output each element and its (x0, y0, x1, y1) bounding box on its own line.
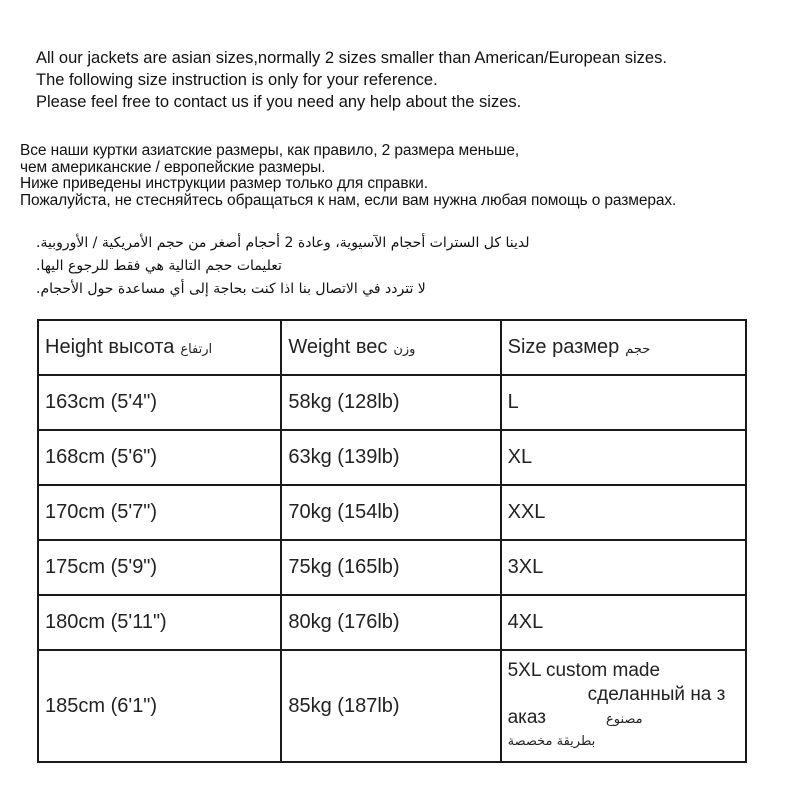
cell-height: 170cm (5'7") (38, 485, 281, 540)
table-row (38, 650, 746, 762)
cell-height: 185cm (6'1") (38, 650, 281, 762)
header-size-ar: حجم (625, 342, 651, 357)
cell-height: 175cm (5'9") (38, 540, 281, 595)
cell-weight: 75kg (165lb) (281, 540, 500, 595)
intro-english (36, 47, 796, 113)
size-custom-ru: сделанный на з (587, 684, 726, 705)
header-size-label: Size размер (507, 336, 620, 358)
cell-height: 168cm (5'6") (38, 430, 281, 485)
intro-ar-line: تعليمات حجم التالية هي فقط للرجوع اليها. (36, 258, 282, 274)
table-row (38, 375, 746, 430)
header-height (38, 320, 281, 375)
intro-ru-line: Пожалуйста, не стесняйтесь обращаться к нам, если вам нужна любая помощь о размерах. (20, 191, 677, 209)
size-custom-en: 5XL custom made (507, 660, 661, 681)
size-custom-ar: مصنوع (605, 712, 643, 727)
header-height-label: Height высота (45, 336, 175, 358)
header-size (501, 320, 746, 375)
header-weight-label: Weight вес (288, 336, 388, 358)
cell-weight: 80kg (176lb) (281, 595, 500, 650)
cell-size-custom (501, 650, 746, 762)
cell-height: 180cm (5'11") (38, 595, 281, 650)
cell-size: XXL (501, 485, 746, 540)
intro-ru-line: чем американские / европейские размеры. (20, 158, 326, 176)
table-row (38, 430, 746, 485)
intro-en-line: The following size instruction is only for your reference. (36, 71, 438, 89)
cell-size: L (501, 375, 746, 430)
cell-weight: 63kg (139lb) (281, 430, 500, 485)
cell-height: 163cm (5'4") (38, 375, 281, 430)
cell-size: 4XL (501, 595, 746, 650)
size-custom-ru-2: аказ (507, 707, 546, 728)
table-row (38, 485, 746, 540)
intro-ru-line: Все наши куртки азиатские размеры, как правило, 2 размера меньше, (20, 142, 520, 159)
size-chart-table (37, 319, 747, 763)
intro-ar-line: لدينا كل السترات أحجام الآسيوية، وعادة 2 أحجام أصغر من حجم الأمريكية / الأوروبية. (36, 235, 530, 251)
cell-weight: 58kg (128lb) (281, 375, 500, 430)
header-height-ar: ارتفاع (180, 342, 213, 357)
cell-weight: 85kg (187lb) (281, 650, 500, 762)
header-weight-ar: وزن (393, 342, 416, 357)
cell-size: XL (501, 430, 746, 485)
table-row (38, 595, 746, 650)
cell-weight: 70kg (154lb) (281, 485, 500, 540)
intro-en-line: All our jackets are asian sizes,normally 2 sizes smaller than American/European sizes. (36, 49, 667, 67)
intro-ar-line: لا تتردد في الاتصال بنا اذا كنت بحاجة إلى أي مساعدة حول الأحجام. (36, 281, 426, 297)
intro-ru-line: Ниже приведены инструкции размер только для справки. (20, 175, 428, 192)
intro-russian (20, 143, 798, 209)
header-weight (281, 320, 500, 375)
intro-en-line: Please feel free to contact us if you need any help about the sizes. (36, 93, 522, 111)
table-header-row (38, 320, 746, 375)
intro-arabic (36, 232, 736, 301)
size-custom-ar-2: بطريقة مخصصة (507, 734, 596, 749)
cell-size: 3XL (501, 540, 746, 595)
table-row (38, 540, 746, 595)
